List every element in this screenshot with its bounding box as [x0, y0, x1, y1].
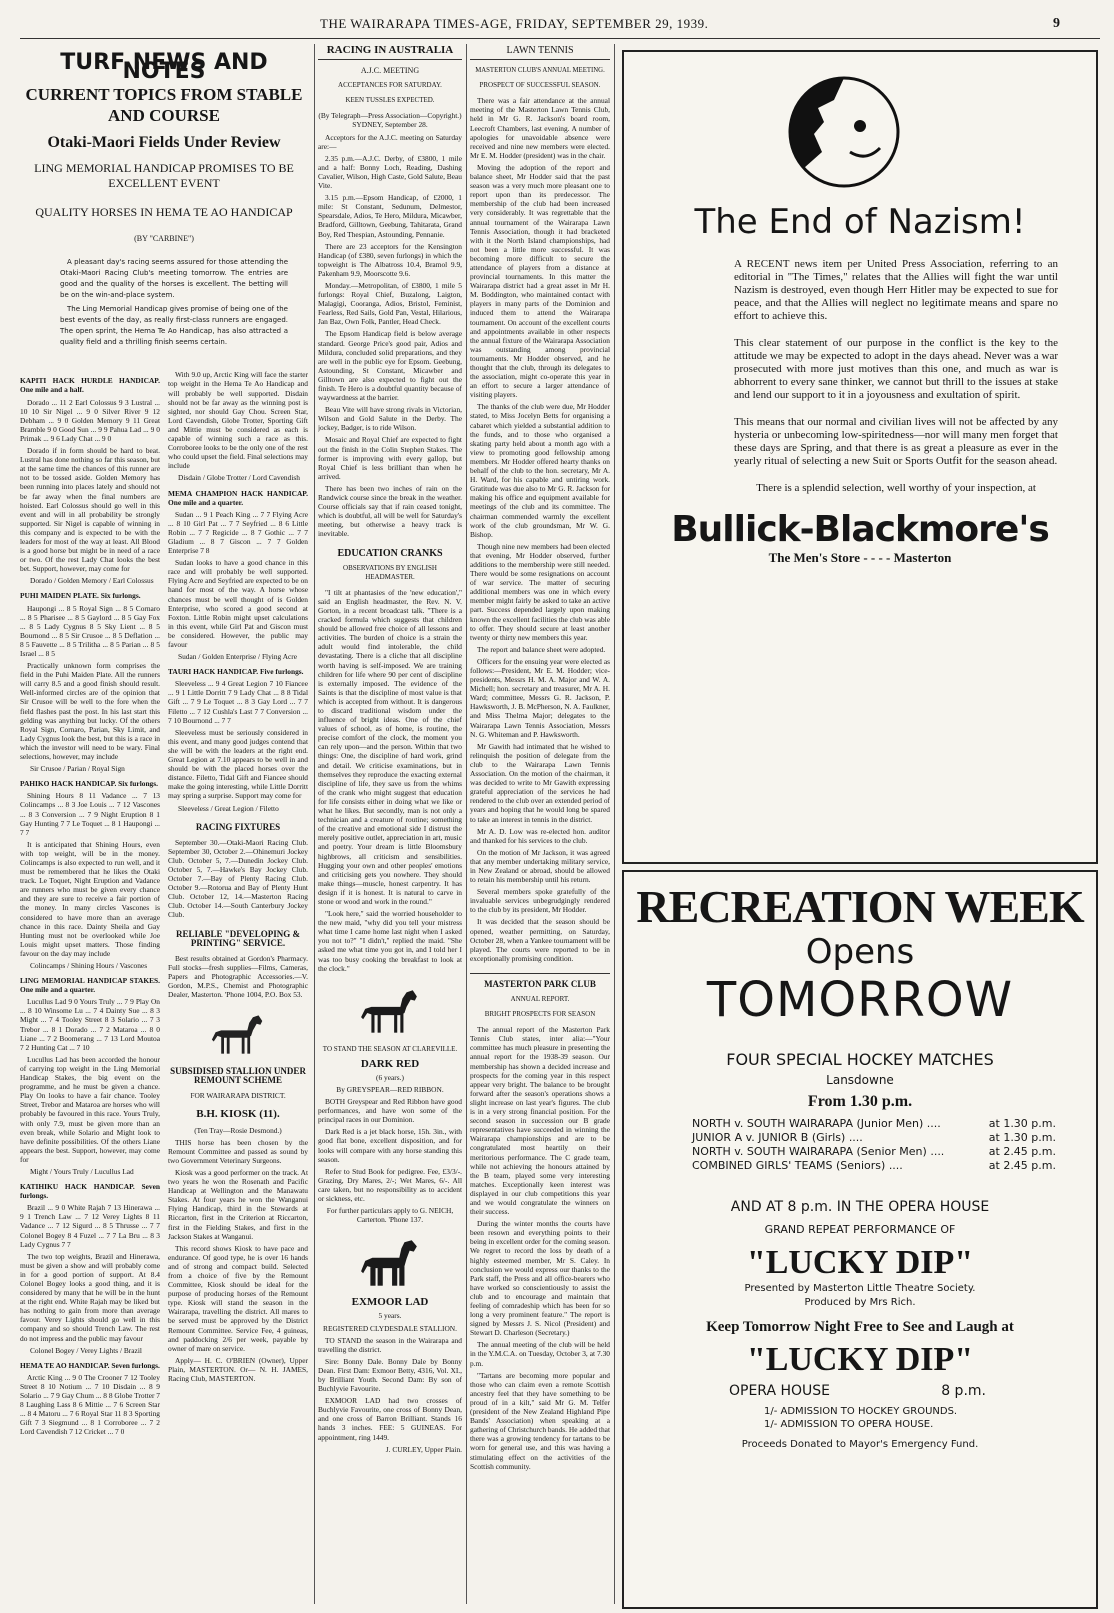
field-list: Lucullus Lad 9 0 Yours Truly ... 7 9 Play On ... 8 10 Winsome Lu ... 7 4 Dainty Sue ... 8 3 Might ... 7 4 Tooley Street 8 3 Solario ... 7 3 Trebor ... 8 1 Dorado ... 7 2 Mataroa ... 8 0 Liane ... 7 2 Boomerang ... 7 13 Lord Moutoa 7 2 Hunting Cat ... 7 10	[20, 997, 160, 1052]
race-heading: TAURI HACK HANDICAP. Five furlongs.	[168, 667, 304, 677]
tennis-heading: LAWN TENNIS	[470, 44, 610, 60]
turf-subheading: LING MEMORIAL HANDICAP PROMISES TO BE EXCELLENT EVENT	[34, 161, 294, 191]
paragraph: It is anticipated that Shining Hours, even with top weight, will be in the money. Colincamps is also expected to run well, and it must be remembered that he likes the Otaki track. Le Toquet, Night Eruption and Vadance are runners who must be given every chance and they are sure to receive a fair portion of the money. In many circles Vascones is considered to have more than an average chance in this race. Dainty Sheila and Gay Hunting must not be overlooked while Joe Louis might upset matters. Those finding favour on the day may include	[20, 839, 160, 958]
exmoor-name: EXMOOR LAD	[351, 1296, 429, 1309]
rec-opens: Opens	[805, 932, 915, 972]
paragraph: A RECENT news item per United Press Association, referring to an editorial in "The Times," relates that the Allies will fight the war until Nazism is destroyed, even though Herr Hitler may be expected to sue for peace, and that the Allies will neglect no legitimate means and spare no effort to achieve this.	[734, 258, 1058, 322]
rec-title: RECREATION WEEK	[636, 881, 1084, 932]
paragraph: During the winter months the courts have been resown and everything points to their being in excellent order for the coming season. We regret to record the loss by death of a highly esteemed member, Mr S. Caley. In conclusion we would express our thanks to the Park staff, the Press and all office-bearers who have worked so conscientiously to assist the club and to encourage and maintain that feeling of comradeship which has been for so long a very prominent feature." The report is signed by Messrs J. S. Nicol (President) and Stewart D. Charleson (Secretary.)	[470, 1219, 610, 1338]
ad-body	[624, 258, 1096, 495]
presented-by: Presented by Masterton Little Theatre Society.	[744, 1283, 976, 1294]
stallion-name: B.H. KIOSK (11).	[196, 1108, 280, 1121]
paragraph: THIS horse has been chosen by the Remount Committee and passed as sound by two Government Veterinary Surgeons.	[168, 1137, 308, 1165]
paragraph: EXMOOR LAD had two crosses of Buchlyvie Favourite, one cross of Bonny Dean, and one cross of Barron Brilliant. Stands 16 hands 3 inches. FEE: 5 GUINEAS. For appointment, ring 1449.	[318, 1396, 462, 1442]
venue-time-row	[624, 1383, 1096, 1399]
racing-section	[318, 44, 462, 1608]
paragraph: Mr A. D. Low was re-elected hon. auditor and thanked for his services to the club.	[470, 826, 610, 845]
paragraph: Officers for the ensuing year were elected as follows:—President, Mr E. M. Hodder; vice-presidents, Messrs H. M. A. Major and W. A. Michell; hon. secretary and treasurer, Mr A. H. Ward; committee, Messrs G. R. Jackson, P. Hawksworth, J. B. McPherson, N. A. Faulkner, and Miss Thelma Major; delegates to the Wairarapa Lawn Tennis Association, Messrs N. G. Whiteman and P. Hawksworth.	[470, 656, 610, 739]
race-heading: PAHIKO HACK HANDICAP. Six furlongs.	[20, 779, 158, 789]
play-title-repeat: "LUCKY DIP"	[746, 1341, 974, 1378]
hockey-start-time: From 1.30 p.m.	[807, 1093, 913, 1110]
match-name: JUNIOR A v. JUNIOR B (Girls) ....	[692, 1131, 863, 1144]
education-heading: EDUCATION CRANKS	[337, 547, 443, 559]
match-time: at 2.45 p.m.	[988, 1145, 1056, 1158]
fixtures-heading: RACING FIXTURES	[195, 821, 281, 832]
paragraph: Sudan looks to have a good chance in this race and will probably be well supported. Flying Acre and Seyfried are expected to be on hand for most of the way. A horse whose chances must be well thought of is Golden Enterprise, who scored a good second at Foxton. Little Robin might upset calculations in this event, while Girl Pat and Giscon must be considered. However, the public may favour	[168, 558, 308, 649]
paragraph: 3.15 p.m.—Epsom Handicap, of £2000, 1 mile: St Constant, Sedunum, Delmestor, Spearsdale, Adios, Te Hero, Mildura, Micawber, Bradford, Gilltown, Geebung, Tahitarata, Grand Boy, Red Thespian, Astounding, Pennanie.	[318, 193, 462, 239]
developing-heading: RELIABLE "DEVELOPING & PRINTING" SERVICE.	[175, 928, 301, 948]
paragraph: Moving the adoption of the report and balance sheet, Mr Hodder said that the past season was a very much more pleasant one to report upon than its predecessor. The membership of the club had been increased very considerably. It was regrettable that the annual tournament of the Wairarapa Lawn Tennis Association, though it had bracketed with it the North Island championships, had not been a little more successful. It was becoming more difficult to secure the attendance of players from a distance at provincial tournaments. In this matter the Wairarapa district had a great asset in Mr H. M. Boddington, who maintained contact with players in many parts of the Dominion and induced them to attend the Wairarapa tournament. On account of the excellent courts and appointments available in other respects the annual fixture of the Wairarapa Association was outstanding among provincial tournaments. Mr Hodder observed, and he thought that the club, through its delegates to the association, might co-operate this year in an effort to secure a larger attendance of visiting players.	[470, 162, 610, 400]
ad-illustration-area	[624, 52, 1096, 202]
paragraph: Acceptors for the A.J.C. meeting on Saturday are:—	[318, 132, 462, 151]
paragraph: Several members spoke gratefully of the invaluable services unbegrudgingly rendered to the club by its president, Mr Hodder.	[470, 887, 610, 915]
tennis-subheading: PROSPECT OF SUCCESSFUL SEASON.	[479, 81, 601, 90]
match-row	[624, 1117, 1096, 1131]
contact: For further particulars apply to G. NEICH, Carterton. 'Phone 137.	[326, 1206, 454, 1225]
signature: J. CURLEY, Upper Plain.	[385, 1444, 462, 1454]
match-name: NORTH v. SOUTH WAIRARAPA (Senior Men) ....	[692, 1145, 945, 1158]
face-silhouette-icon	[784, 72, 904, 192]
paragraph: Sire: Bonny Dale. Bonny Dale by Bonny Dean. First Dam: Exmoor Betty, 4316, Vol. XI., by Brilliant Youth. Second Dam: By son of Buchlyvie Favourite.	[318, 1356, 462, 1394]
match-row	[624, 1159, 1096, 1173]
exmoor-registration: REGISTERED CLYDESDALE STALLION.	[323, 1323, 457, 1333]
turf-subcolumn-b	[168, 370, 308, 1439]
paragraph: This record shows Kiosk to have pace and endurance. Of good type, he is over 16 hands and of strong and compact build. Selected from a choice of five by the Remount Committee, Kiosk should be ideal for the purpose of producing horses of the Remount type. Kiosk will stand the season in the Wairarapa, travelling the district. All mares to be served must be approved by the District Remount Committee. Service Fee, 4 guineas, and paddocking 2/6 per week, payable by owner of mare on service.	[168, 1243, 308, 1353]
stallion-district: FOR WAIRARAPA DISTRICT.	[190, 1091, 286, 1101]
turf-heading: TURF NEWS AND NOTES	[60, 50, 268, 85]
venue-name: OPERA HOUSE	[729, 1383, 831, 1399]
field-list: Arctic King ... 9 0 The Crooner 7 12 Tooley Street 8 10 Notium ... 7 10 Disdain ... 8 9 Solario ... 7 9 Gay Chum ... 8 8 Globe Trotter 7 8 Laughing Lass 8 6 Mittie ... 7 6 Screen Star ... 8 4 Matoru ... 7 6 Royal Star 11 8 3 Sporting Gift 7 3 Siegmund ... 8 1 Corroboree ... 7 2 Lord Cavendish 7 12 Cricket ... 7 0	[20, 1372, 160, 1437]
ad-headline: The End of Nazism!	[694, 202, 1026, 242]
paragraph: The annual meeting of the club will be held in the Y.M.C.A. on Tuesday, October 3, at 7.30 p.m.	[470, 1340, 610, 1368]
contact: Apply— H. C. O'BRIEN (Owner), Upper Plain, MASTERTON. Or— N. H. JAMES, Racing Club, MASTERTON.	[168, 1355, 308, 1383]
proceeds-note: Proceeds Donated to Mayor's Emergency Fund.	[741, 1439, 979, 1450]
match-time: at 2.45 p.m.	[988, 1159, 1056, 1172]
clydesdale-horse-icon	[359, 1238, 421, 1290]
column-rule	[466, 44, 467, 1604]
field-list: Haupongi ... 8 5 Royal Sign ... 8 5 Cornaro ... 8 5 Pharisee ... 8 5 Gaylord ... 8 5 Gay Fox ... 8 5 Lady Cygnus 8 5 Sky Lient ... 8 5 Bournond ... 8 5 Sir Crusoe ... 8 5 Deflation ... 8 5 Fauvette ... 8 5 Trilitha ... 8 5 Parian ... 8 5 Israel ... 8 5	[20, 603, 160, 658]
park-subheading: BRIGHT PROSPECTS FOR SEASON	[484, 1010, 596, 1019]
paragraph: The Epsom Handicap field is below average standard. George Price's good pair, Adios and Mildura, concluded solid preparations, and they are well in the public eye for Epsom. Geebung, Astounding, St Constant, Micawber and Gilltown are also expected to fight out the finish. Te Hero is a doubtful quantity because of waywardness at the barrier.	[318, 329, 462, 403]
race-heading: MEMA CHAMPION HACK HANDICAP. One mile and a quarter.	[168, 488, 308, 507]
masthead	[20, 14, 1100, 36]
racing-subheading: A.J.C. MEETING	[360, 66, 420, 76]
paragraph: A pleasant day's racing seems assured for those attending the Otaki-Maori Racing Club's meeting tomorrow. The entries are good and the quality of the horses is excellent. The betting will be on the win-and-place system.	[60, 258, 288, 300]
paragraph: Beau Vite will have strong rivals in Victorian, Wilson and Gold Salute in the Derby. The jockey, Badger, is to ride Wilson.	[318, 405, 462, 433]
selections: Sir Crusoe / Parian / Royal Sign	[30, 764, 125, 774]
horse-illustration	[168, 1013, 308, 1057]
selections: Dorado / Golden Memory / Earl Colossus	[30, 576, 154, 586]
paragraph: There has been two inches of rain on the Randwick course since the break in the weather. Course officials say that if rain ceased tonight, which is doubtful, all will be well for Saturday's meeting, but otherwise a heavy track is inevitable.	[318, 483, 462, 539]
column-rule	[614, 44, 615, 1604]
admission-hockey: 1/- ADMISSION TO HOCKEY GROUNDS.	[764, 1406, 958, 1417]
opera-subheading: GRAND REPEAT PERFORMANCE OF	[764, 1223, 956, 1236]
match-row	[624, 1131, 1096, 1145]
paragraph: The annual report of the Masterton Park Tennis Club states, inter alia:—"Your committee has much pleasure in presenting the annual report for the 1938-39 season. Our membership has shown a decided increase and prospects for the coming year in this respect appear very bright. The balance to be brought forward after the season's operations shows a slight increase on last year's figures. The club is in a very strong financial position. For the second season in succession our B grade representatives have succeeded in winning the Wairarapa championships and are to be congratulated most heartily on their meritorious performance. The C grade team, while not achieving the honours attained by the B team, played some very interesting matches. Exceptionally keen interest was displayed in our club competitions this year and we would congratulate the winners on their success.	[470, 1025, 610, 1217]
paragraph: The Ling Memorial Handicap gives promise of being one of the best events of the day, as really first-class runners are engaged. The open sprint, the Hema Te Ao Handicap, has also attracted a quality field and a thrilling finish seems certain.	[60, 305, 288, 347]
turf-news-section	[20, 44, 308, 1608]
paragraph: "I tilt at phantasies of the 'new education'," said an English headmaster, the Rev. N. V. Gorton, in a recent broadcast talk. "There is a cracked formula which suggests that children should be allowed free choice of all lessons and activities. The burden of choice is a strain the adult would find intolerable, the child devastating. There is a cliche that all discipline worth having is self-imposed. We are training children for life where 90 per cent of discipline is externally imposed. The evidence of the Saints is that the discipline of most value is that which is accepted from without. It is dangerous to discard traditional wisdom under the influence of bright ideas. One of the chief values of school, as of home, is routine, the precise comfort of the clock, the moment you can rely upon—and the person. Within that two things: One, the discipline of hard work, grind and detail. We criticise examinations, but in themselves they reproduce the exacting external discipline of life, they save us from the whims of the crank who might suggest that education for life consists either in doing what we like or what he likes. But secondly, man is not only a technician and a creature of routine; something of the creative and emotional side I distrust the merely positive outlet, appreciation in art, music and poetry. Your dream is little Bloomsbury highbrows, all criticism and sensibilities. Hugging your own and other peoples' emotions and criticising gets you nowhere. They should make things—muscle, honest carpentry. It has design if it is honest. It is natural to carve in stone or wood and work in the round."	[318, 587, 462, 906]
fixtures-list: September 30.—Otaki-Maori Racing Club. September 30, October 2.—Ohinemuri Jockey Club. October 5, 7.—Dunedin Jockey Club. October 5, 7.—Hawke's Bay Jockey Club. October 7.—Bay of Plenty Racing Club. October 9.—Rotorua and Bay of Plenty Hunt Club. October 12, 14.—Masterton Racing Club. October 14.—South Canterbury Jockey Club.	[168, 837, 308, 920]
paragraph: TO STAND the season in the Wairarapa and travelling the district.	[318, 1335, 462, 1354]
racing-heading: RACING IN AUSTRALIA	[318, 44, 462, 60]
store-tagline: The Men's Store - - - - Masterton	[768, 550, 952, 565]
racing-subheading: ACCEPTANCES FOR SATURDAY.	[338, 81, 442, 90]
turf-intro	[20, 257, 308, 348]
tennis-section	[470, 44, 610, 1608]
education-subheading: OBSERVATIONS BY ENGLISH HEADMASTER.	[343, 563, 437, 581]
clydesdale-illustration	[318, 1238, 462, 1290]
match-list	[624, 1117, 1096, 1173]
selections: Might / Yours Truly / Lucullus Lad	[30, 1166, 134, 1176]
admission-opera: 1/- ADMISSION TO OPERA HOUSE.	[764, 1419, 934, 1430]
turf-subheading: QUALITY HORSES IN HEMA TE AO HANDICAP	[35, 205, 293, 220]
paragraph: Mosaic and Royal Chief are expected to fight out the finish in the Colin Stephen Stakes. The former is improving with every gallop, but Royal Chief is less brilliant than when he arrived.	[318, 435, 462, 481]
match-row	[624, 1145, 1096, 1159]
bullick-blackmore-advertisement	[622, 50, 1098, 864]
recreation-week-advertisement	[622, 870, 1098, 1609]
paragraph: "Look here," said the worried householder to the new maid, "why did you tell your mistress what time I came home last night when I asked you not to?" "I didn't," replied the maid. "She asked me what time you got in, and I told her I was too busy cooking the breakfast to look at the clock."	[318, 909, 462, 973]
paragraph: BOTH Greyspear and Red Ribbon have good performances, and have won some of the principal races in our Dominion.	[318, 1097, 462, 1125]
park-subheading: ANNUAL REPORT.	[510, 995, 570, 1003]
darkred-age: (6 years.)	[376, 1072, 404, 1082]
column-rule	[314, 44, 315, 1604]
paragraph: The thanks of the club were due, Mr Hodder stated, to Miss Jocelyn Betts for organising a cabaret which yielded a substantial addition to the funds, and to those who organised a skating party held about a month ago with a view to promoting good fellowship among members. Mr Hodder offered hearty thanks on behalf of the club to the hon. secretary, Mr A. H. Ward, for his capable and untiring work. Gratitude was due also to Mr G. R. Jackson for making his office and equipment available for meetings of the club and its committee. The chairman commended warmly the excellent work of the club groundsman, Mr W. G. Bishop.	[470, 402, 610, 539]
racing-subheading: KEEN TUSSLES EXPECTED.	[345, 96, 435, 105]
store-brand: Bullick-Blackmore's	[671, 509, 1049, 550]
paragraph: Sleeveless must be seriously considered in this event, and many good judges contend that she will be with the leaders at the right end. Great Legion at 7.10 appears to be well in and should be with the placed horses over the distance. Filetto, Tidal Gift and Fiancee should make the going interesting, while Little Dorritt may spring a surprise. Support may come for	[168, 727, 308, 801]
paragraph: Mr Gawith had intimated that he wished to relinquish the position of delegate from the club to the Wairarapa Lawn Tennis Association. On the motion of the chairman, it was decided to write to Mr Gawith expressing grateful appreciation of the services he had rendered to the club over an extended period of years and hoping that he would long be spared to take an interest in tennis in the district.	[470, 741, 610, 824]
horse-illustration	[318, 987, 462, 1037]
turf-subheading: Otaki-Maori Fields Under Review	[47, 134, 281, 152]
exmoor-age: 5 years.	[378, 1311, 402, 1321]
stallion-pedigree: (Ten Tray—Rosie Desmond.)	[194, 1125, 282, 1135]
race-heading: KAPITI HACK HURDLE HANDICAP. One mile and a half.	[20, 376, 160, 395]
play-title: "LUCKY DIP"	[746, 1244, 974, 1281]
paragraph: There is a splendid selection, well worthy of your inspection, at	[756, 482, 1036, 494]
paragraph: "Tartans are becoming more popular and those who can claim even a remote Scottish ancestry feel that they have something to be proud of in a kilt," said Mr G. M. Telfer (president of the New Zealand Highland Pipe Bands' Association) when speaking at a gathering of Christchurch bands. He added that there was a growing tendency for tartans to be worn for general use, and this was having a stimulating effect on the activities of the Scottish community.	[470, 1370, 610, 1471]
opera-heading: AND AT 8 p.m. IN THE OPERA HOUSE	[730, 1199, 990, 1215]
match-time: at 1.30 p.m.	[988, 1131, 1056, 1144]
field-list: Shining Hours 8 11 Vadance ... 7 13 Colincamps ... 8 3 Joe Louis ... 7 12 Vascones ... 8 3 Conversion ... 7 9 Night Eruption 8 1 Gay Hunting 7 7 Le Toquet ... 8 1 Haupongi ... 7 7	[20, 791, 160, 837]
field-list: Brazil ... 9 0 White Rajah 7 13 Hinerawa ... 9 1 Trench Law ... 7 12 Verey Lights 8 11 Vadance ... 7 12 Sigurd ... 8 5 Thrusse ... 7 7 Colonel Bogey 8 4 Fuzel ... 7 7 La Bru ... 8 3 Lady Cygnus 7 7	[20, 1203, 160, 1249]
paragraph: Dark Red is a jet black horse, 15h. 3in., with good flat bone, excellent disposition, and for looks will compare with any horse standing this season.	[318, 1127, 462, 1164]
race-heading: PUHI MAIDEN PLATE. Six furlongs.	[20, 591, 141, 601]
paragraph: Kiosk was a good performer on the track. At two years he won the Rosenath and Pacific Handicap at Wellington and the Manawatu Stakes. At four years he won the Wanganui Flying Handicap, third in the Stewards at Riccarton, first in the Criterion at Riccarton, first in the Fielding Stakes, and first in the Jackson Stakes at Wanganui.	[168, 1167, 308, 1241]
tennis-subheading: MASTERTON CLUB'S ANNUAL MEETING.	[475, 67, 605, 75]
paragraph: Practically unknown form comprises the field in the Puhi Maiden Plate. All the runners will carry 8.5 and a good finish should result. Well-informed circles are of the opinion that Sir Crusoe will be well to the fore when the field flashes past the post. In his last start this gelding was anything but lucky. Of the others Royal Sign, Cornaro, Parian, Sky Limit, and Lady Cygnus look the best, but this is a race in which the investor will need to be wary. Final selections, however, may include	[20, 661, 160, 762]
darkred-heading: TO STAND THE SEASON AT CLAREVILLE.	[322, 1044, 458, 1053]
selections: Colonel Bogey / Verey Lights / Brazil	[30, 1345, 142, 1355]
paragraph: The two top weights, Brazil and Hinerawa, must be given a show and will probably come in for a good portion of support. At 8.4 Colonel Bogey looks a good thing, and it is considered by many that he will be in the hunt at the right end. White Rajah may be liked but has nothing to gain from more than average favour. Verey Lights should go well in this company and so should Trench Law. The rest do not impress and the public may favour	[20, 1251, 160, 1343]
paragraph: Monday.—Metropolitan, of £3800, 1 mile 5 furlongs: Royal Chief, Buzalong, Laigton, Malagigi, Cooranga, Adios, Bristol, Feminist, Fearless, Red Sails, Gold Pan, Vestal, Hilarious, Jan Baz, Own Folk, Pantler, Head Check.	[318, 280, 462, 327]
darkred-name: DARK RED	[360, 1057, 420, 1070]
show-time: 8 p.m.	[941, 1383, 986, 1399]
rec-tomorrow: TOMORROW	[706, 972, 1014, 1028]
paragraph: Though nine new members had been elected that evening, Mr Hodder observed, further additions to the membership were still needed. There would be some resignations on account of war service. The matter of securing additional members was one in which every member might fairly be asked to take an active part. Success depended largely upon making known the excellent facilities the club was able to offer. They should secure at least another twenty or thirty new members this year.	[470, 541, 610, 642]
page-number: 9	[1053, 16, 1060, 31]
match-time: at 1.30 p.m.	[988, 1117, 1056, 1130]
field-list: Dorado ... 11 2 Earl Colossus 9 3 Lustral ... 10 10 Sir Nigel ... 9 0 Silver River 9 12 Debham ... 9 0 Golden Memory 9 11 Great Bramble 9 0 Good Sun ... 9 9 Pahua Lad ... 9 0 Primak ... 9 6 Lady Chat ... 9 0	[20, 397, 160, 443]
match-name: NORTH v. SOUTH WAIRARAPA (Junior Men) ....	[692, 1117, 941, 1130]
darkred-pedigree: By GREYSPEAR—RED RIBBON.	[336, 1085, 444, 1094]
paragraph: Refer to Stud Book for pedigree. Fee, £3/3/-. Grazing, Dry Mares, 2/-; Wet Mares, 6/-. All care taken, but no responsibility as to accident or sickness, etc.	[318, 1166, 462, 1204]
paragraph: Dorado if in form should be hard to beat. Lustral has done nothing so far this season, but at the same time the chances of this runner are not to be tossed aside. Golden Memory has been running into places lately and should not be far away when the final numbers are hoisted. Earl Colossus should go well in this event and will in all probability be strongly supported. Sir Nigel is capable of winning in this company and is expected to be with the leaders for most of the way at least. All Blood is a good horse but might be in need of a race or two. Of the rest Lady Chat looks the best bet. Support, however, may come for	[20, 446, 160, 574]
keep-tomorrow: Keep Tomorrow Night Free to See and Laugh at	[706, 1319, 1014, 1335]
selections: Sudan / Golden Enterprise / Flying Acre	[178, 652, 298, 662]
paragraph: With 9.0 up, Arctic King will face the starter top weight in the Hema Te Ao Handicap and will probably be well supported. Disdain should not be far away as the winning post is sighted, nor should Gay Chou. Screen Star, Lord Cavendish, Globe Trotter, Sporting Gift and Mittie must be considered as each is capable of winning such a race as this. Corroboree looks to be the only one of the rest who could upset the field. Final selections may include	[168, 370, 308, 471]
dateline: (By Telegraph—Press Association—Copyright.) SYDNEY, September 28.	[318, 111, 462, 130]
turf-subheading: CURRENT TOPICS FROM STABLE AND COURSE	[25, 85, 303, 126]
hockey-venue: Lansdowne	[826, 1073, 894, 1087]
paragraph: On the motion of Mr Jackson, it was agreed that any member undertaking military service, in New Zealand or abroad, should be allowed to retain his membership until his return.	[470, 847, 610, 885]
byline: (BY "CARBINE")	[134, 234, 194, 244]
paragraph: The report and balance sheet were adopted.	[477, 644, 606, 654]
selections: Sleeveless / Great Legion / Filetto	[178, 803, 279, 813]
stallion-heading: SUBSIDISED STALLION UNDER REMOUNT SCHEME	[170, 1066, 306, 1086]
match-name: COMBINED GIRLS' TEAMS (Seniors) ....	[692, 1159, 903, 1172]
race-heading: LING MEMORIAL HANDICAP STAKES. One mile and a quarter.	[20, 976, 160, 995]
race-heading: KATIHIKU HACK HANDICAP. Seven furlongs.	[20, 1182, 160, 1201]
horse-icon	[359, 987, 421, 1037]
masthead-rule	[20, 38, 1100, 39]
paragraph: There are 23 acceptors for the Kensington Handicap (of £380, seven furlongs) in which the topweight is The Albatross 10.4, Bramol 9.9, Pakenham 9.9, Moorscotte 9.6.	[318, 241, 462, 278]
horse-icon	[210, 1013, 266, 1057]
paragraph: Lucullus Lad has been accorded the honour of carrying top weight in the Ling Memorial Handicap Stakes, the big event on the programme, and he must be given a chance. Play On looks to have a fair chance. Tooley Street, Trebor and Mataroa are horses who will probably be favoured in this race. Yours Truly, with only 7.9, must be given more than an even break, while Solario and Might look to have definite possibilities. Of the others Liane appears the best. Support, however, may come for	[20, 1054, 160, 1164]
turf-body	[20, 370, 308, 1439]
selections: Disdain / Globe Trotter / Lord Cavendish	[178, 473, 300, 483]
masthead-title: THE WAIRARAPA TIMES-AGE, FRIDAY, SEPTEMBER 29, 1939.	[320, 16, 709, 31]
paragraph: Best results obtained at Gordon's Pharmacy. Full stocks—fresh supplies—Films, Cameras, Papers and Photographic Accessories.—V. Gordon, M.P.S., Chemist and Photographic Dealer, Masterton. 'Phone 1004, P.O. Box 53.	[168, 953, 308, 1000]
paragraph: This clear statement of our purpose in the conflict is the key to the attitude we may be expected to adopt in the days ahead. Never was a war prosecuted with more just motives than this one, and much as war is abhorrent to every sane thinker, we cannot but thrill to the issues at stake and lend our support to it in a joyousness and exultation of spirit.	[734, 337, 1058, 401]
park-heading: MASTERTON PARK CLUB	[470, 973, 610, 989]
selections: Colincamps / Shining Hours / Vascones	[30, 961, 148, 970]
paragraph: There was a fair attendance at the annual meeting of the Masterton Lawn Tennis Club, held in Mr G. R. Jackson's board room, Leecroft Chambers, last evening. A number of apologies for unavoidable absence were received and nine new members were elected. Mr E. M. Hodder (president) was in the chair.	[470, 96, 610, 160]
paragraph: It was decided that the season should be opened, weather permitting, on Saturday, October 28, when a Yankee tournament will be played. The courts were reported to be in exceptionally promising condition.	[470, 917, 610, 963]
hockey-heading: FOUR SPECIAL HOCKEY MATCHES	[726, 1050, 994, 1069]
field-list: Sleeveless ... 9 4 Great Legion 7 10 Fiancee ... 9 1 Little Dorritt 7 9 Lady Chat ... 8 8 Tidal Gift ... 7 9 Le Toquet ... 8 3 Gay Lord ... 7 7 Filetto ... 7 12 Cushla's Last 7 7 Conversion ... 7 10 Bournond ... 7 7	[168, 679, 308, 725]
paragraph: This means that our normal and civilian lives will not be affected by any hysteria or unbecoming low-spiritedness—nor will many men forget that these days are Spring, and that there is as great a pleasure as ever in the yearly ritual of selecting a new Suit or Sports Outfit for the season ahead.	[734, 416, 1058, 467]
turf-subcolumn-a	[20, 370, 160, 1439]
paragraph: 2.35 p.m.—A.J.C. Derby, of £3800, 1 mile and a half: Bonny Loch, Reading, Dashing Cavalier, Wilson, High Caste, Gold Salute, Beau Vite.	[318, 153, 462, 191]
race-heading: HEMA TE AO HANDICAP. Seven furlongs.	[20, 1360, 160, 1370]
field-list: Sudan ... 9 1 Peach King ... 7 7 Flying Acre ... 8 10 Girl Pat ... 7 7 Seyfried ... 8 6 Little Robin ... 7 7 Regicide ... 8 7 Gothic ... 7 7 Gladium ... 8 7 Giscon ... 7 7 Golden Enterprise 7 8	[168, 509, 308, 556]
produced-by: Produced by Mrs Rich.	[804, 1297, 916, 1308]
